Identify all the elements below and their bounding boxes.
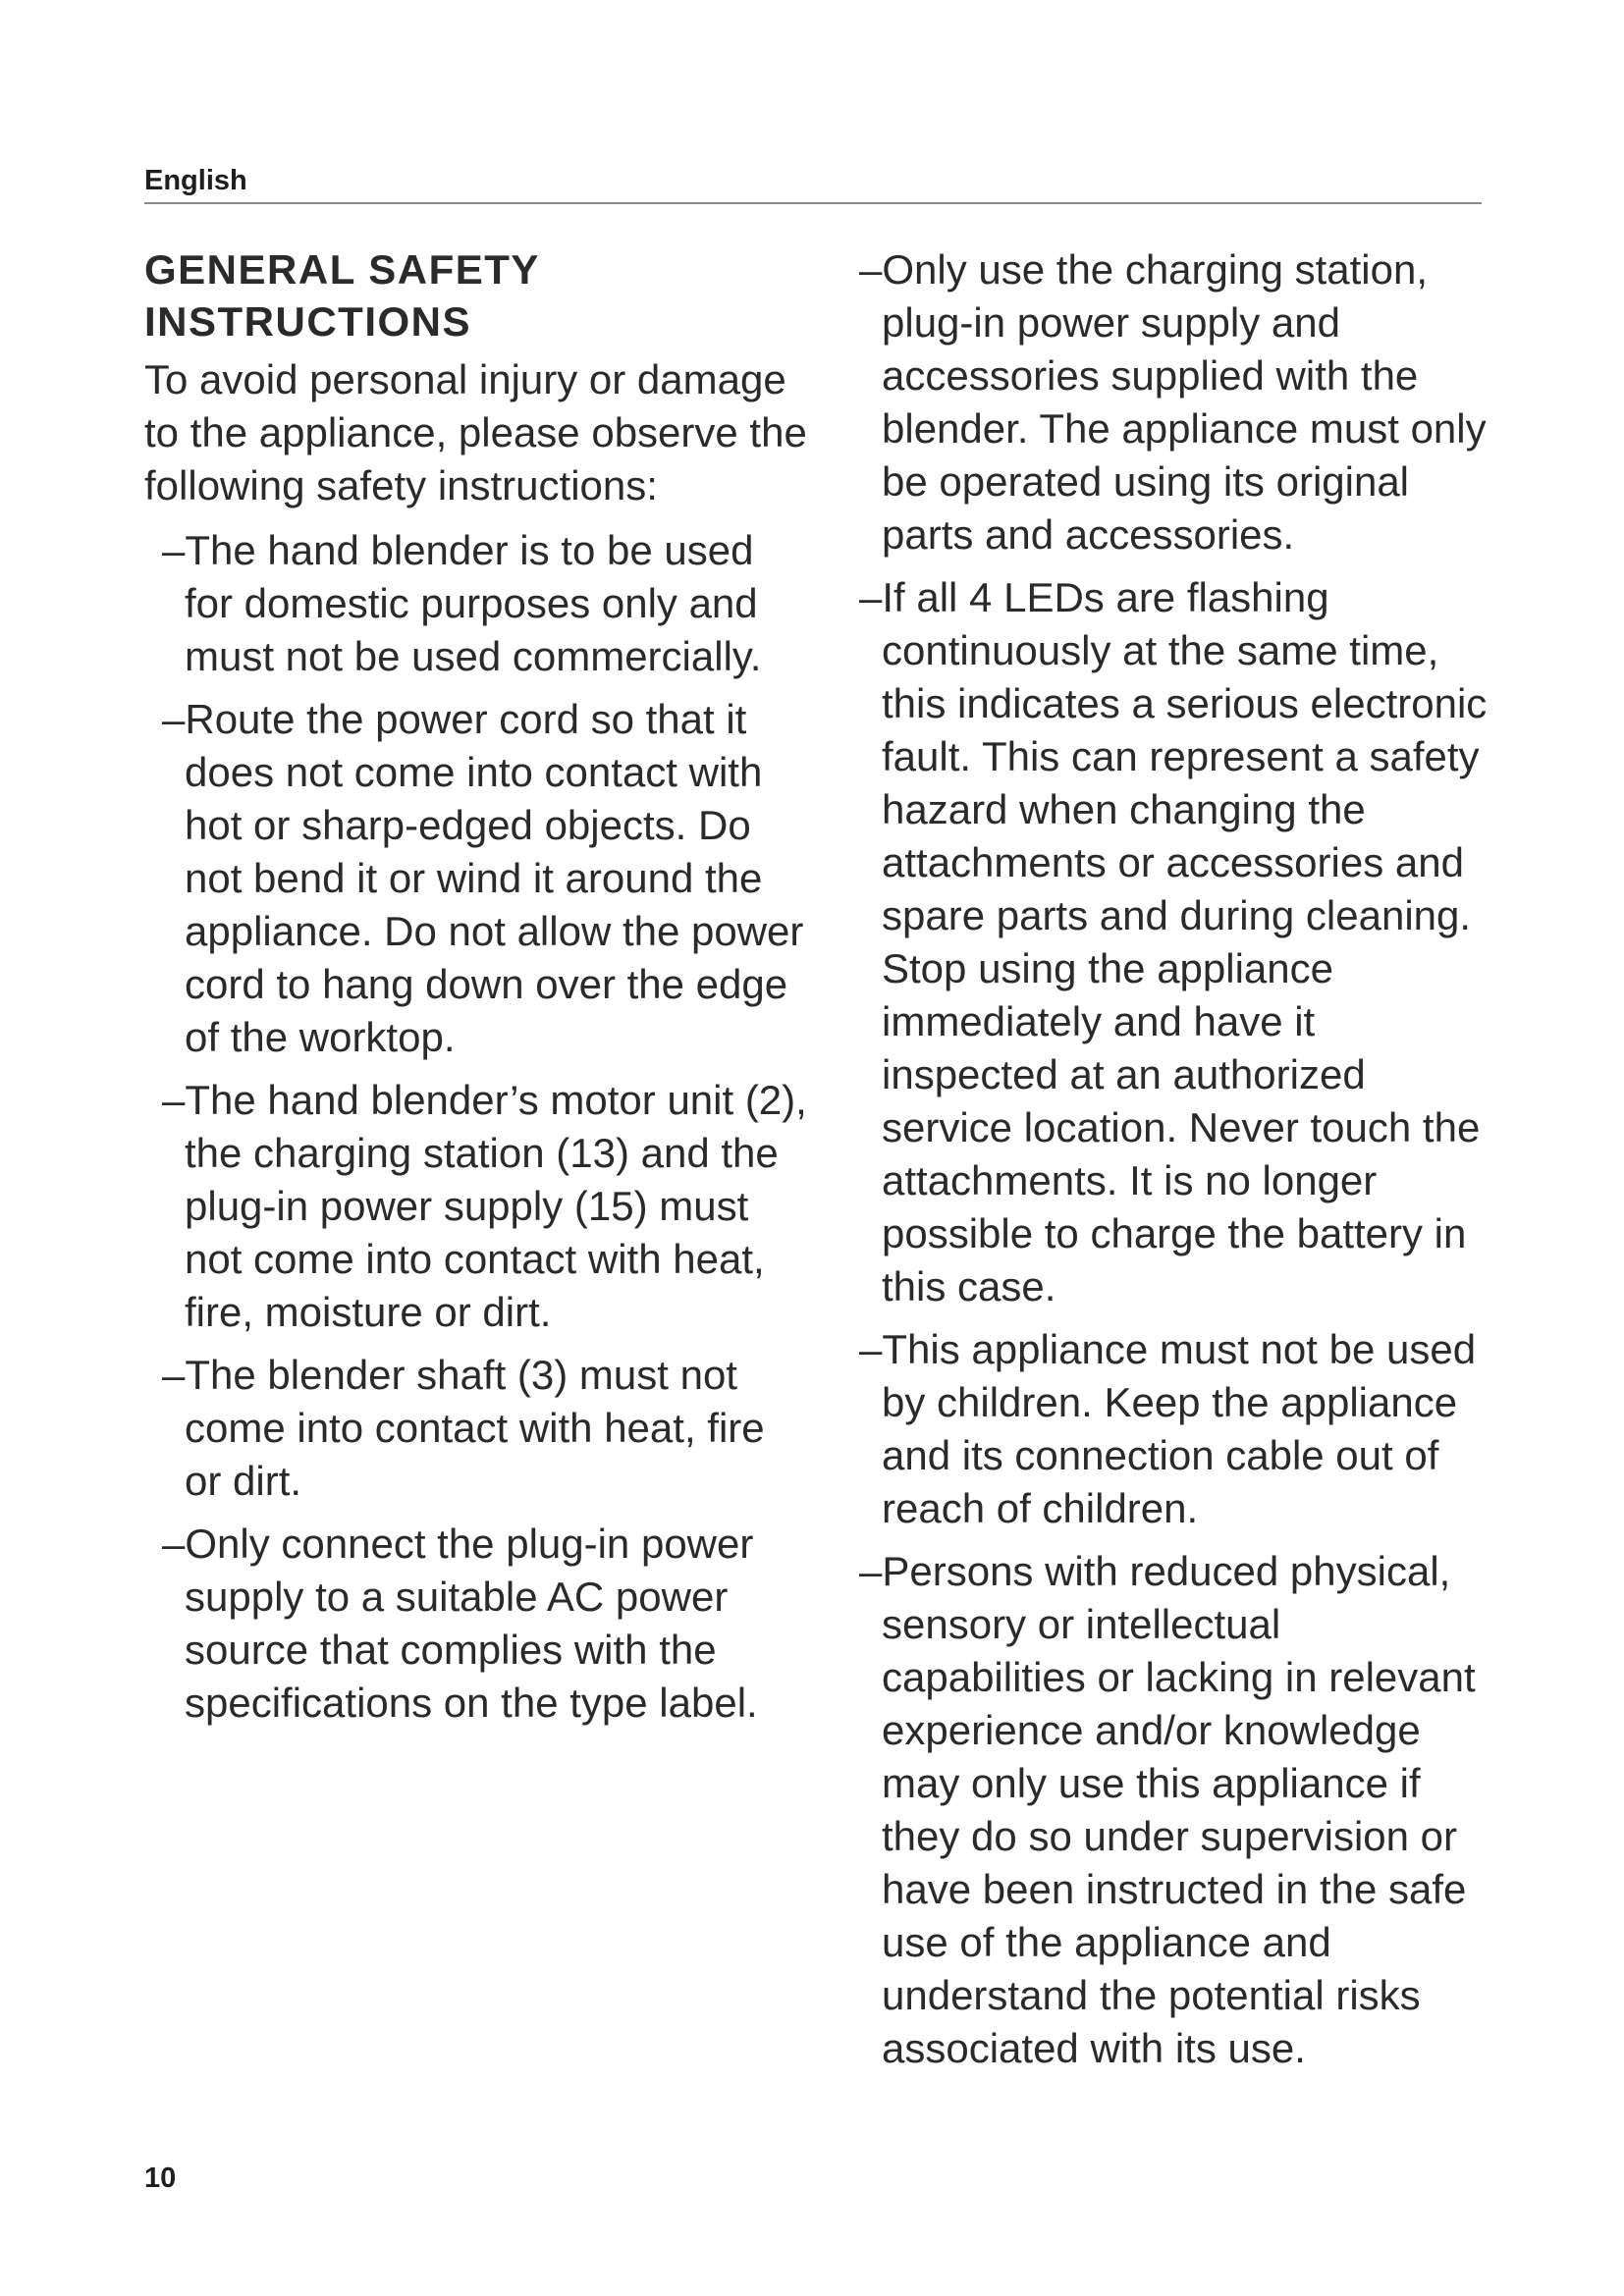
left-column [144, 243, 812, 1739]
safety-list-left [144, 524, 812, 1730]
safety-list-right [859, 243, 1490, 2075]
page-number: 10 [144, 2163, 177, 2194]
safety-item-domestic-use: –The hand blender is to be used for domestic purposes only and must not be used commercially. [162, 527, 762, 679]
section-title: GENERAL SAFETY INSTRUCTIONS [144, 246, 540, 345]
section-intro: To avoid personal injury or damage to the appliance, please observe the following safety instructions: [144, 356, 807, 508]
safety-item-motor-unit: –The hand blender’s motor unit (2), the charging station (13) and the plug-in power supply (15) must not come into contact with heat, fire, moisture or dirt. [162, 1077, 807, 1335]
header-divider [144, 202, 1482, 204]
safety-item-children: –This appliance must not be used by children. Keep the appliance and its connection cable out of reach of children. [859, 1326, 1477, 1531]
right-column [859, 243, 1490, 2085]
safety-item-blender-shaft: –The blender shaft (3) must not come into contact with heat, fire or dirt. [162, 1352, 765, 1504]
safety-item-power-cord: –Route the power cord so that it does not come into contact with hot or sharp-edged objects. Do not bend it or wind it around the appliance. Do not allow the power cord to hang down over the edge of the worktop. [162, 696, 804, 1060]
safety-item-original-accessories: –Only use the charging station, plug-in power supply and accessories supplied with the blender. The appliance must only be operated using its original parts and accessories. [859, 246, 1487, 558]
language-label: English [144, 165, 247, 196]
safety-item-led-fault: –If all 4 LEDs are flashing continuously at the same time, this indicates a serious electronic fault. This can represent a safety hazard when changing the attachments or accessories and spare parts and during cleaning. Stop using the appliance immediately and have it inspected at an authorized service location. Never touch the attachments. It is no longer possible to charge the battery in this case. [859, 574, 1488, 1309]
safety-item-power-supply: –Only connect the plug-in power supply to a suitable AC power source that complies with the specifications on the type label. [162, 1521, 758, 1726]
safety-item-reduced-capabilities: –Persons with reduced physical, sensory or intellectual capabilities or lacking in relevant experience and/or knowledge may only use this appliance if they do so under supervision or have been instructed in the safe use of the appliance and understand the potential risks associated with its use. [859, 1548, 1476, 2071]
